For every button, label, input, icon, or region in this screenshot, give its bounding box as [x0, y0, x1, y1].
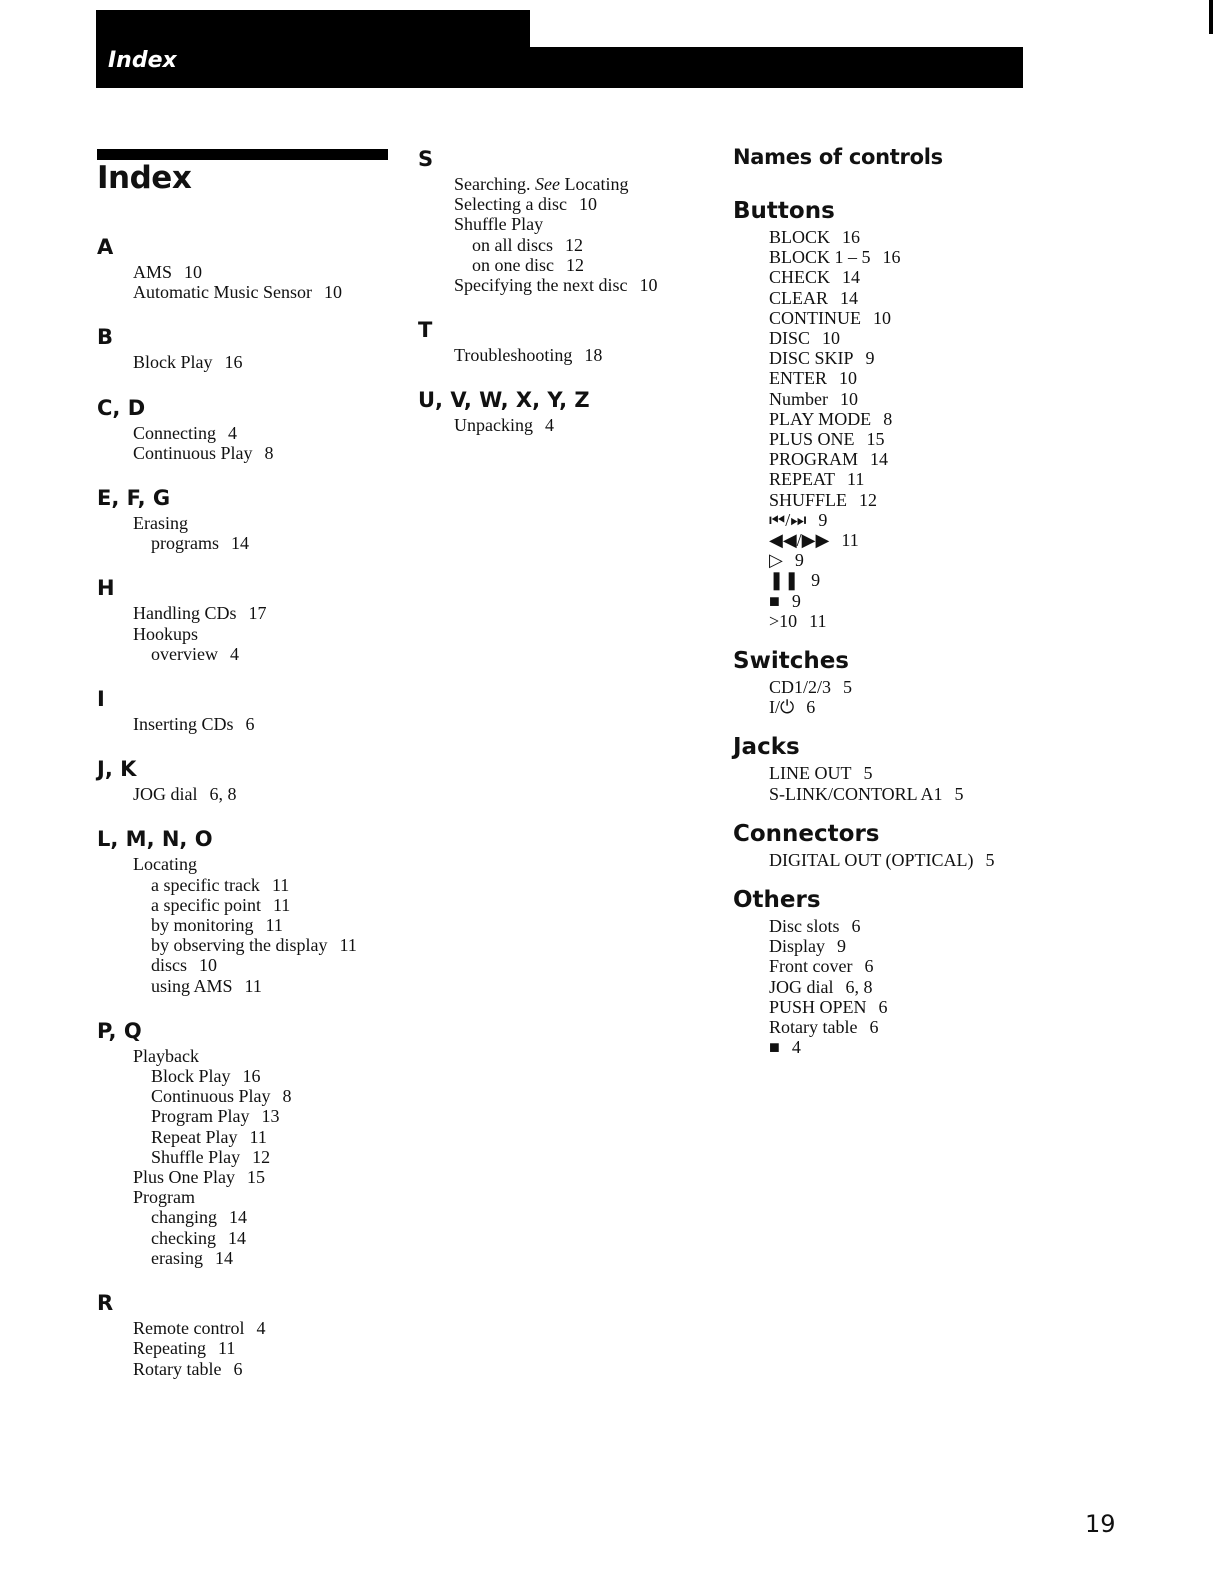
controls-entry	[769, 677, 1053, 697]
header-label: Index	[108, 48, 177, 73]
index-entry	[133, 1248, 397, 1268]
controls-entry-text: LINE OUT	[769, 763, 852, 784]
index-entry	[133, 976, 397, 996]
index-entry	[133, 714, 397, 734]
index-page-number: 16	[224, 352, 243, 373]
index-letter-heading: A	[97, 235, 114, 259]
index-column-middle	[418, 146, 708, 458]
controls-category	[733, 647, 1053, 717]
index-entry-text: Specifying the next disc	[454, 275, 628, 296]
index-page-number: 4	[256, 1318, 266, 1339]
index-entry-text: changing	[151, 1207, 217, 1228]
index-entry-text: on one disc	[472, 254, 554, 275]
controls-page-number: 6	[878, 996, 888, 1017]
index-page-number: 11	[339, 935, 357, 956]
index-entry-text: Rotary table	[133, 1358, 222, 1379]
header-bar	[96, 47, 1023, 88]
controls-page-number: 5	[863, 763, 873, 784]
index-entry-list	[454, 345, 708, 365]
index-entry-text: Plus One Play	[133, 1167, 236, 1188]
controls-entry-text: ENTER	[769, 368, 827, 389]
index-letter-group	[97, 234, 397, 302]
index-page-number: 13	[261, 1106, 280, 1127]
controls-entry-text: Display	[769, 936, 825, 957]
index-letter-group	[418, 146, 708, 295]
index-entry-list	[133, 1046, 397, 1268]
index-page-number: 10	[578, 194, 597, 215]
index-entry-list	[454, 415, 708, 435]
index-page-number: 6	[245, 714, 255, 735]
index-entry-list	[454, 174, 708, 295]
index-page-number: 10	[184, 262, 203, 282]
index-entry-text: Locating	[133, 854, 197, 875]
controls-page-number: 16	[882, 247, 901, 268]
index-page-number: 14	[227, 1227, 246, 1248]
controls-entry-text: ■	[769, 1037, 780, 1058]
index-entry	[133, 915, 397, 935]
index-page-number: 18	[584, 345, 603, 366]
controls-page-number: 11	[847, 469, 865, 490]
index-entry-text: Troubleshooting	[454, 345, 573, 366]
controls-entry	[769, 308, 1053, 328]
controls-page-number: 5	[843, 677, 853, 698]
controls-entry	[769, 697, 1053, 717]
index-entry	[133, 1066, 397, 1086]
index-page-number: 11	[272, 894, 291, 915]
index-entry	[133, 784, 397, 804]
index-page-number: 10	[323, 282, 342, 303]
index-letter-group	[97, 756, 397, 804]
controls-entry-text: REPEAT	[769, 469, 836, 490]
index-letter-heading: U, V, W, X, Y, Z	[418, 388, 590, 413]
index-letter-heading: R	[97, 1291, 114, 1316]
index-page-number: 14	[214, 1247, 233, 1268]
controls-entry	[769, 449, 1053, 469]
controls-page-number: 6	[869, 1017, 879, 1038]
controls-category	[733, 886, 1053, 1057]
index-entry	[133, 1228, 397, 1248]
controls-entry	[769, 570, 1053, 590]
controls-entry-text: CD1/2/3	[769, 677, 832, 698]
index-page-number: 8	[264, 442, 274, 463]
controls-entry	[769, 348, 1053, 368]
index-entry-text: Continuous Play	[133, 442, 253, 463]
controls-entry-text: PUSH OPEN	[769, 996, 867, 1017]
index-entry	[133, 513, 397, 533]
controls-entry-text: PLAY MODE	[769, 408, 872, 429]
index-entry	[133, 262, 397, 282]
controls-entry-text: Rotary table	[769, 1017, 858, 1038]
controls-entry-text: I/⏻	[769, 697, 795, 718]
index-entry	[454, 235, 708, 255]
index-entry-text: Selecting a disc	[454, 194, 567, 215]
controls-entry-text: BLOCK 1 – 5	[769, 247, 871, 268]
controls-page-number: 16	[842, 227, 861, 247]
index-entry	[133, 282, 397, 302]
index-page-number: 11	[271, 874, 290, 895]
controls-entry-text: PROGRAM	[769, 449, 859, 470]
controls-page-number: 9	[791, 590, 801, 611]
index-entry	[454, 194, 708, 214]
index-letter-group	[418, 387, 708, 435]
controls-page-number: 6	[864, 956, 874, 977]
controls-page-number: 6, 8	[845, 976, 873, 997]
controls-entry-text: ■	[769, 590, 780, 611]
controls-entry	[769, 490, 1053, 510]
page-title: Index	[97, 160, 192, 196]
index-entry-list	[133, 1318, 397, 1379]
index-page-number: 6, 8	[209, 784, 237, 805]
index-letter-heading: E, F, G	[97, 486, 171, 511]
index-entry	[133, 935, 397, 955]
controls-entry-text: Front cover	[769, 956, 853, 977]
index-letter-heading: T	[418, 318, 433, 343]
controls-entry-text: >10	[769, 610, 798, 631]
index-entry-text: Playback	[133, 1045, 199, 1066]
index-see-target: Locating	[564, 174, 629, 194]
index-page-number: 16	[242, 1066, 261, 1087]
index-page-number: 15	[247, 1167, 266, 1188]
controls-page-number: 14	[870, 449, 889, 470]
index-entry-text: Shuffle Play	[151, 1146, 241, 1167]
index-page-number: 11	[217, 1338, 236, 1359]
index-entry	[454, 255, 708, 275]
index-entry	[133, 895, 397, 915]
controls-page-number: 4	[791, 1037, 801, 1058]
controls-entry	[769, 469, 1053, 489]
index-entry-list	[133, 854, 397, 995]
controls-page-number: 9	[837, 936, 846, 957]
index-entry	[133, 1338, 397, 1358]
index-entry	[133, 1147, 397, 1167]
index-entry	[454, 345, 708, 365]
names-of-controls-title: Names of controls	[733, 145, 943, 169]
controls-category-heading: Switches	[733, 648, 849, 675]
controls-entry	[769, 267, 1053, 287]
controls-entry-text: CONTINUE	[769, 307, 861, 328]
controls-entry-text: DISC SKIP	[769, 348, 854, 369]
index-entry-text: discs	[151, 955, 187, 976]
controls-page-number: 10	[839, 368, 857, 389]
controls-category-heading: Others	[733, 887, 821, 914]
controls-entry	[769, 530, 1053, 550]
controls-entry	[769, 936, 1053, 956]
index-entry-text: Unpacking	[454, 415, 533, 436]
index-entry	[133, 875, 397, 895]
index-entry-text: overview	[151, 643, 218, 664]
index-entry	[133, 1359, 397, 1379]
index-entry-text: JOG dial	[133, 784, 198, 805]
index-entry	[454, 275, 708, 295]
index-entry	[133, 1318, 397, 1338]
index-page-number: 14	[228, 1207, 247, 1228]
controls-page-number: 11	[841, 530, 859, 551]
controls-page-number: 14	[840, 287, 859, 308]
controls-page-number: 10	[873, 307, 891, 328]
controls-entry-text: CHECK	[769, 267, 831, 288]
index-entry	[133, 1207, 397, 1227]
controls-entry	[769, 916, 1053, 936]
index-entry-list	[133, 513, 397, 553]
controls-page-number: 6	[806, 697, 816, 718]
index-letter-group	[97, 826, 397, 995]
controls-entry-text: Disc slots	[769, 916, 840, 937]
controls-entry	[769, 550, 1053, 570]
index-entry-text: erasing	[151, 1247, 203, 1268]
index-entry	[133, 1046, 397, 1066]
controls-page-number: 9	[818, 509, 828, 530]
index-letter-heading: B	[97, 325, 114, 350]
controls-entry	[769, 977, 1053, 997]
index-entry-text: a specific track	[151, 874, 260, 895]
index-letter-group	[97, 1290, 397, 1379]
index-entry-list	[133, 784, 397, 804]
controls-entry-text: CLEAR	[769, 287, 829, 308]
index-page-number: 17	[248, 603, 267, 624]
index-letter-heading: J, K	[97, 757, 137, 782]
index-entry	[133, 423, 397, 443]
index-entry-list	[133, 352, 397, 372]
controls-entry-text: ◀◀/▶▶	[769, 530, 830, 551]
index-entry-text: Program	[133, 1187, 195, 1208]
index-entry-list	[133, 423, 397, 463]
controls-page-number: 12	[859, 489, 878, 510]
index-entry-text: programs	[151, 533, 219, 554]
controls-entry-text: ❚❚	[769, 570, 800, 591]
controls-entry-list	[769, 763, 1053, 803]
controls-entry	[769, 328, 1053, 348]
controls-entry	[769, 429, 1053, 449]
controls-entry	[769, 247, 1053, 267]
names-of-controls-column	[733, 145, 1053, 1074]
index-page-number: 10	[199, 955, 217, 976]
controls-category-heading: Buttons	[733, 198, 835, 224]
index-letter-heading: S	[418, 147, 434, 171]
controls-page-number: 9	[865, 348, 875, 369]
index-entry	[133, 854, 397, 874]
index-entry	[454, 174, 708, 194]
controls-entry-text: BLOCK	[769, 227, 831, 247]
controls-entry-list	[769, 916, 1053, 1057]
index-page-number: 11	[265, 915, 283, 936]
index-letter-group	[97, 686, 397, 734]
index-entry	[133, 603, 397, 623]
index-page-number: 12	[565, 234, 583, 255]
controls-entry	[769, 409, 1053, 429]
index-page-number: 4	[228, 422, 237, 443]
index-entry-text: using AMS	[151, 975, 233, 996]
index-entry	[133, 1127, 397, 1147]
controls-category	[733, 197, 1053, 631]
controls-entry	[769, 389, 1053, 409]
controls-entry-text: Number	[769, 388, 828, 409]
controls-entry	[769, 510, 1053, 530]
index-letter-group	[97, 575, 397, 664]
index-entry-text: Remote control	[133, 1318, 245, 1339]
index-letter-heading: H	[97, 576, 115, 601]
controls-entry	[769, 611, 1053, 631]
index-entry	[133, 443, 397, 463]
controls-entry-text: PLUS ONE	[769, 429, 855, 450]
controls-page-number: 10	[839, 388, 858, 409]
index-page-number: 11	[244, 975, 262, 996]
index-entry-text: Erasing	[133, 513, 188, 534]
controls-entry-list	[769, 227, 1053, 631]
controls-category	[733, 733, 1053, 803]
title-rule	[97, 149, 388, 160]
index-page-number: 12	[252, 1146, 271, 1167]
controls-entry-text: DISC	[769, 328, 811, 349]
controls-entry	[769, 1037, 1053, 1057]
controls-entry	[769, 368, 1053, 388]
controls-page-number: 11	[809, 610, 827, 631]
index-entry-text: Handling CDs	[133, 603, 237, 624]
index-entry-text: Connecting	[133, 422, 216, 443]
controls-entry-list	[769, 850, 1053, 870]
controls-entry	[769, 227, 1053, 247]
controls-page-number: 5	[985, 849, 995, 870]
controls-page-number: 9	[794, 550, 804, 571]
index-entry	[133, 1086, 397, 1106]
index-letter-group	[97, 395, 397, 463]
index-entry-text: on all discs	[472, 234, 553, 255]
index-entry-text: Searching.	[454, 174, 531, 194]
index-entry-text: Repeat Play	[151, 1126, 238, 1147]
index-entry	[133, 352, 397, 372]
controls-entry	[769, 956, 1053, 976]
index-entry	[133, 1187, 397, 1207]
index-entry-list	[133, 714, 397, 734]
index-entry	[133, 1106, 397, 1126]
controls-category-heading: Jacks	[733, 734, 800, 761]
controls-page-number: 14	[842, 267, 861, 288]
index-letter-heading: C, D	[97, 395, 146, 420]
controls-entry	[769, 850, 1053, 870]
index-entry-text: Block Play	[133, 352, 213, 373]
controls-page-number: 9	[811, 570, 821, 591]
controls-entry-text: SHUFFLE	[769, 489, 848, 510]
index-page-number: 8	[282, 1086, 292, 1107]
index-see-reference: See	[534, 174, 560, 194]
index-page-number: 4	[544, 415, 554, 436]
index-entry-text: Automatic Music Sensor	[133, 282, 312, 303]
edge-mark	[1209, 0, 1213, 34]
index-entry-text: Shuffle Play	[454, 214, 544, 235]
index-page-number: 11	[249, 1126, 267, 1147]
index-page-number: 12	[565, 254, 584, 275]
controls-entry-text: DIGITAL OUT (OPTICAL)	[769, 849, 974, 870]
index-entry-text: Repeating	[133, 1338, 206, 1359]
index-entry-text: by observing the display	[151, 935, 328, 956]
page-number: 19	[1085, 1510, 1116, 1538]
controls-page-number: 15	[866, 429, 885, 450]
controls-page-number: 10	[822, 328, 841, 349]
index-letter-heading: L, M, N, O	[97, 827, 213, 852]
controls-entry-text: ⏮/⏭	[769, 509, 807, 530]
controls-entry	[769, 997, 1053, 1017]
controls-page-number: 6	[851, 916, 861, 937]
index-entry-text: Program Play	[151, 1106, 250, 1127]
controls-category-heading: Connectors	[733, 820, 880, 847]
index-entry-text: Continuous Play	[151, 1086, 271, 1107]
index-entry	[133, 624, 397, 644]
controls-entry-text: S-LINK/CONTORL A1	[769, 783, 943, 804]
index-page-number: 4	[229, 643, 239, 664]
index-entry-text: Block Play	[151, 1066, 231, 1087]
controls-entry-text: JOG dial	[769, 976, 834, 997]
index-letter-group	[97, 1018, 397, 1268]
index-page-number: 14	[230, 533, 249, 554]
index-entry-text: by monitoring	[151, 915, 254, 936]
controls-page-number: 5	[954, 783, 964, 804]
index-letter-group	[97, 324, 397, 372]
index-column-left	[97, 234, 397, 1401]
controls-entry	[769, 288, 1053, 308]
controls-category	[733, 820, 1053, 870]
index-entry	[133, 533, 397, 553]
index-letter-heading: I	[97, 687, 105, 712]
controls-entry	[769, 784, 1053, 804]
controls-entry-list	[769, 677, 1053, 717]
index-entry-text: a specific point	[151, 894, 261, 915]
index-entry-text: checking	[151, 1227, 216, 1248]
index-entry	[133, 1167, 397, 1187]
index-letter-heading: P, Q	[97, 1018, 142, 1043]
index-letter-group	[418, 317, 708, 365]
index-entry-text: Hookups	[133, 623, 199, 644]
controls-entry	[769, 763, 1053, 783]
index-entry-list	[133, 603, 397, 664]
index-entry	[454, 415, 708, 435]
index-page-number: 6	[233, 1358, 243, 1379]
index-entry-list	[133, 262, 397, 302]
index-entry-text: AMS	[133, 262, 173, 282]
controls-page-number: 8	[883, 408, 893, 429]
index-entry	[133, 955, 397, 975]
controls-entry	[769, 1017, 1053, 1037]
index-entry	[454, 214, 708, 234]
index-entry	[133, 644, 397, 664]
index-entry-text: Inserting CDs	[133, 714, 234, 735]
controls-entry-text: ▷	[769, 550, 783, 571]
controls-entry	[769, 591, 1053, 611]
index-letter-group	[97, 485, 397, 553]
index-page-number: 10	[639, 275, 658, 296]
